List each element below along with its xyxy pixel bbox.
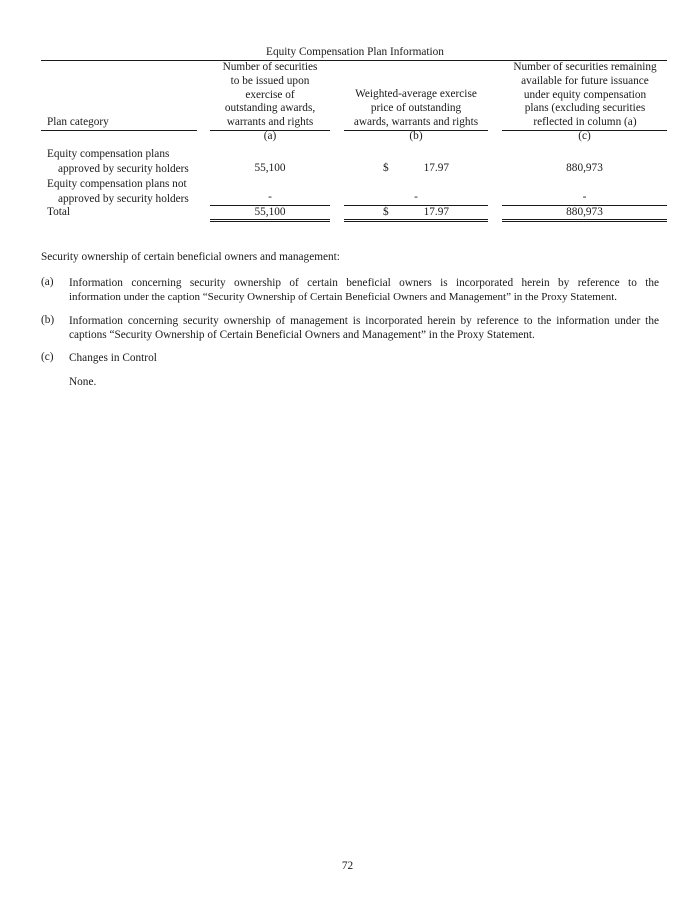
row-1-currency: $ [383,162,389,174]
total-currency: $ [383,206,389,218]
column-c-header-line: available for future issuance [521,74,649,87]
column-a-header-line: Number of securities [222,61,318,73]
column-a-letter: (a) [263,130,277,142]
plan-category-header: Plan category [47,116,109,128]
column-c-header-line: under equity compensation [523,88,647,101]
item-a-paragraph [69,276,659,304]
column-a-header-line: warrants and rights [226,116,314,129]
column-b-header-line: price of outstanding [370,101,462,114]
column-b-total-double-rule [344,221,488,222]
column-b-header-line: awards, warrants and rights [353,115,479,128]
row-label-line: Equity compensation plans [47,148,170,160]
column-a-total-double-rule [210,221,330,222]
column-c-header-line: Number of securities remaining [513,61,657,73]
column-c-letter: (c) [578,130,591,142]
row-2-col-c: - [582,191,587,203]
row-1-col-a: 55,100 [254,162,286,174]
row-2-col-a: - [268,191,272,203]
paragraph-line: captions “Security Ownership of Certain Beneficial Owners and Management” in the Proxy Statement. [69,329,535,341]
column-c-total-double-rule [502,221,667,222]
item-c-heading: Changes in Control [69,352,157,364]
column-a-header-line: outstanding awards, [224,102,316,115]
column-a-header [206,61,334,130]
row-label-line: approved by security holders [58,192,189,205]
section-intro: Security ownership of certain beneficial owners and management: [41,251,340,263]
item-c-letter: (c) [41,351,54,363]
page-number: 72 [341,860,354,872]
column-b-letter: (b) [409,130,423,142]
column-c-header-line: reflected in column (a) [533,116,637,129]
item-b-paragraph [69,314,659,342]
row-1-col-c: 880,973 [566,162,603,174]
row-label-line: approved by security holders [58,162,189,175]
total-col-c: 880,973 [566,206,603,218]
column-c-header-line: plans (excluding securities [524,102,646,115]
closing-text: None. [69,376,97,388]
column-b-total-double-rule [344,219,488,220]
paragraph-line: Information concerning security ownership of management is incorporated herein by reference to the information under the [69,315,659,327]
column-c-header [500,61,670,130]
column-a-header-line: to be issued upon [230,74,310,87]
column-c-total-double-rule [502,219,667,220]
total-label: Total [47,206,71,218]
table-row-label [47,147,189,176]
table-title: Equity Compensation Plan Information [266,46,444,58]
row-label-line: Equity compensation plans not [47,178,187,190]
column-b-header-line: Weighted-average exercise [355,88,477,100]
plan-category-underline [41,130,197,131]
row-1-col-b: 17.97 [423,162,449,174]
paragraph-line: information under the caption “Security Ownership of Certain Beneficial Owners and Management” in the Proxy Statement. [69,291,618,303]
column-b-header [344,88,488,129]
total-col-b: 17.97 [423,206,449,218]
item-b-letter: (b) [41,314,55,326]
item-a-letter: (a) [41,276,54,288]
column-a-header-line: exercise of [245,88,295,101]
paragraph-line: Information concerning security ownership of certain beneficial owners is incorporated herein by reference to the [69,277,659,289]
row-2-col-b: - [414,191,418,203]
total-col-a: 55,100 [254,206,286,218]
table-row-label [47,177,189,206]
column-a-total-double-rule [210,219,330,220]
